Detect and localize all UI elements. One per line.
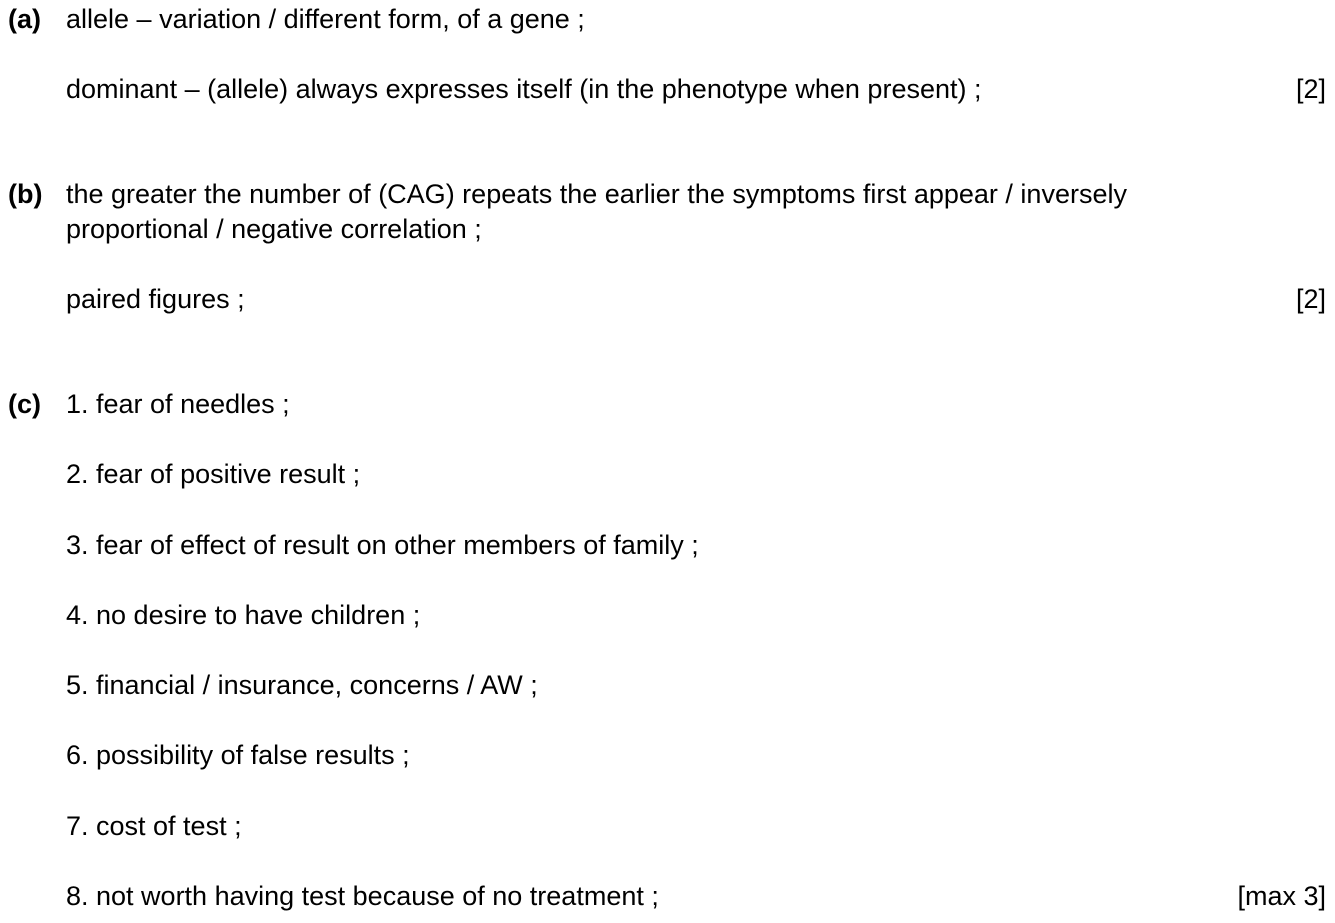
part-a-mark: [2]	[1295, 74, 1326, 104]
part-a-label: (a)	[8, 4, 41, 34]
part-a-line-2: dominant – (allele) always expresses itself (in the phenotype when present) ;	[66, 74, 982, 104]
part-c-item-2: 2. fear of positive result ;	[66, 459, 361, 489]
part-c-item-8: 8. not worth having test because of no treatment ;	[66, 881, 659, 911]
part-b-mark: [2]	[1295, 284, 1326, 314]
part-b-line-3: paired figures ;	[66, 284, 245, 314]
part-a-line-1: allele – variation / different form, of a gene ;	[66, 4, 585, 34]
part-c-label: (c)	[8, 389, 41, 419]
part-b-line-1: the greater the number of (CAG) repeats the earlier the symptoms first appear / inversely	[66, 179, 1127, 209]
part-b-line-2: proportional / negative correlation ;	[66, 214, 482, 244]
part-c-item-5: 5. financial / insurance, concerns / AW ;	[66, 670, 538, 700]
part-c-mark: [max 3]	[1237, 881, 1326, 911]
part-b-label: (b)	[8, 179, 43, 209]
part-c-item-3: 3. fear of effect of result on other members of family ;	[66, 530, 699, 560]
part-c-item-4: 4. no desire to have children ;	[66, 600, 421, 630]
part-c-item-7: 7. cost of test ;	[66, 811, 242, 841]
part-c-item-6: 6. possibility of false results ;	[66, 740, 410, 770]
part-c-item-1: 1. fear of needles ;	[66, 389, 290, 419]
